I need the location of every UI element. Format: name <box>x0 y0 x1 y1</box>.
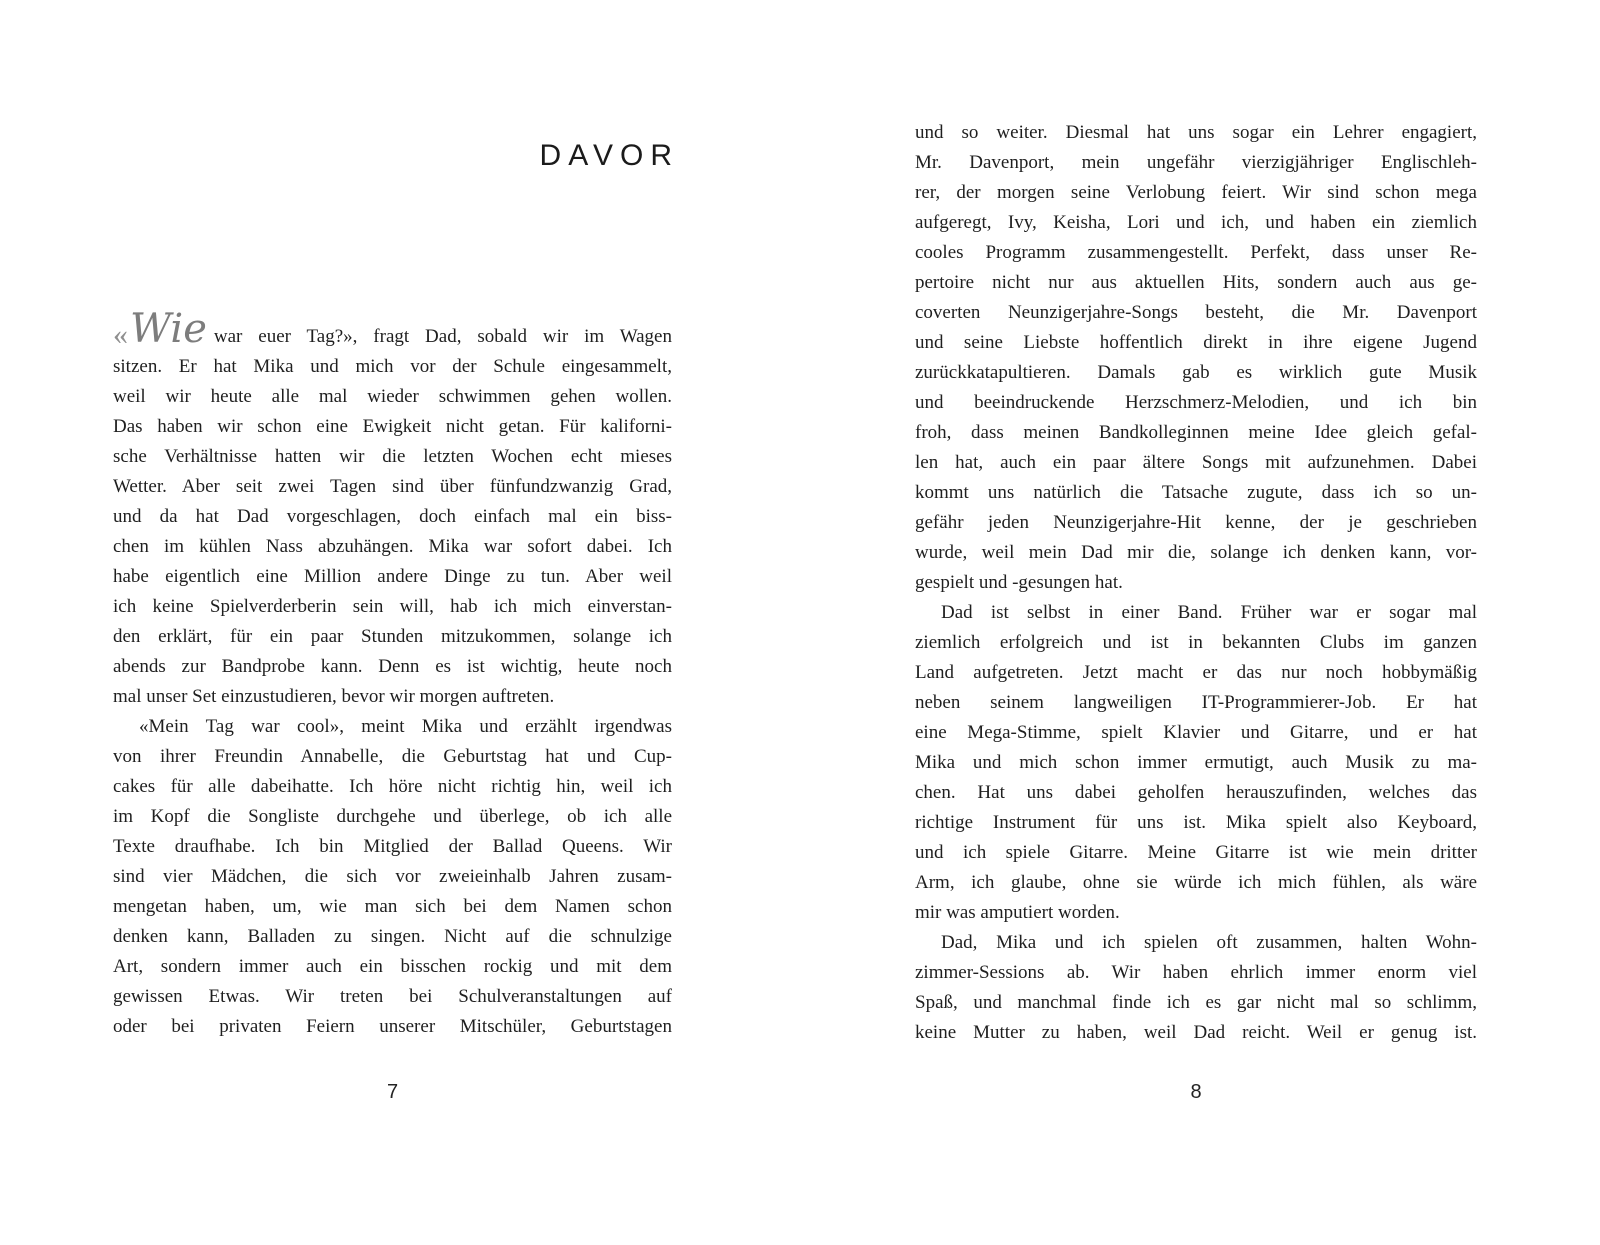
text-line: chen. Hat uns dabei geholfen herauszufinden, welches das <box>915 782 1477 803</box>
text-line: sche Verhältnisse hatten wir die letzten Wochen echt mieses <box>113 446 672 467</box>
chapter-title: DAVOR <box>539 139 679 172</box>
text-line: oder bei privaten Feiern unserer Mitschüler, Geburtstagen <box>113 1016 672 1037</box>
page-left <box>113 0 679 1245</box>
text-line: mal unser Set einzustudieren, bevor wir morgen auftreten. <box>113 686 555 707</box>
text-line: zimmer-Sessions ab. Wir haben ehrlich immer enorm viel <box>915 962 1477 983</box>
text-line: chen im kühlen Nass abzuhängen. Mika war sofort dabei. Ich <box>113 536 672 557</box>
text-line: gewissen Etwas. Wir treten bei Schulveranstaltungen auf <box>113 986 672 1007</box>
text-line: aufgeregt, Ivy, Keisha, Lori und ich, und haben ein ziemlich <box>915 212 1477 233</box>
text-line: Dad ist selbst in einer Band. Früher war er sogar mal <box>941 602 1477 623</box>
text-line: «Wie war euer Tag?», fragt Dad, sobald wir im Wagen <box>113 306 672 352</box>
text-line: Spaß, und manchmal finde ich es gar nicht mal so schlimm, <box>915 992 1477 1013</box>
page-right <box>915 0 1477 1245</box>
text-line: im Kopf die Songliste durchgehe und überlege, ob ich alle <box>113 806 672 827</box>
text-line: Art, sondern immer auch ein bisschen rockig und mit dem <box>113 956 672 977</box>
text-line: mengetan haben, um, wie man sich bei dem Namen schon <box>113 896 672 917</box>
text-line: zurückkatapultieren. Damals gab es wirklich gute Musik <box>915 362 1477 383</box>
text-line: richtige Instrument für uns ist. Mika spielt also Keyboard, <box>915 812 1477 833</box>
text-line: sind vier Mädchen, die sich vor zweieinhalb Jahren zusam- <box>113 866 672 887</box>
text-line: keine Mutter zu haben, weil Dad reicht. Weil er genug ist. <box>915 1022 1477 1043</box>
text-line: und da hat Dad vorgeschlagen, doch einfach mal ein biss- <box>113 506 672 527</box>
text-line: habe eigentlich eine Million andere Dinge zu tun. Aber weil <box>113 566 672 587</box>
page-number-right: 8 <box>1190 1081 1202 1103</box>
text-line: kommt uns natürlich die Tatsache zugute, dass ich so un- <box>915 482 1477 503</box>
text-line: und so weiter. Diesmal hat uns sogar ein Lehrer engagiert, <box>915 122 1477 143</box>
text-line: und ich spiele Gitarre. Meine Gitarre ist wie mein dritter <box>915 842 1477 863</box>
text-line: gefähr jeden Neunzigerjahre-Hit kenne, der je geschrieben <box>915 512 1477 533</box>
text-line: Arm, ich glaube, ohne sie würde ich mich fühlen, als wäre <box>915 872 1477 893</box>
text-line: cakes für alle dabeihatte. Ich höre nicht richtig hin, weil ich <box>113 776 672 797</box>
decorative-drop-word: Wie <box>130 306 207 352</box>
text-line: neben seinem langweiligen IT-Programmierer-Job. Er hat <box>915 692 1477 713</box>
text-line: wurde, weil mein Dad mir die, solange ich denken kann, vor- <box>915 542 1477 563</box>
page-number-left: 7 <box>386 1081 399 1103</box>
text-line: pertoire nicht nur aus aktuellen Hits, sondern auch aus ge- <box>915 272 1477 293</box>
left-page-text <box>113 306 672 1042</box>
text-line: und seine Liebste hoffentlich direkt in ihre eigene Jugend <box>915 332 1477 353</box>
text-line: den erklärt, für ein paar Stunden mitzukommen, solange ich <box>113 626 672 647</box>
text-line: denken kann, Balladen zu singen. Nicht auf die schnulzige <box>113 926 672 947</box>
opening-quote-mark: « <box>113 318 128 351</box>
text-line: ich keine Spielverderberin sein will, hab ich mich einverstan- <box>113 596 672 617</box>
text-line: eine Mega-Stimme, spielt Klavier und Gitarre, und er hat <box>915 722 1477 743</box>
text-line: Dad, Mika und ich spielen oft zusammen, halten Wohn- <box>941 932 1477 953</box>
text-line: Mr. Davenport, mein ungefähr vierzigjähriger Englischleh- <box>915 152 1477 173</box>
text-line: «Mein Tag war cool», meint Mika und erzählt irgendwas <box>139 716 672 737</box>
right-page-text <box>915 118 1477 1048</box>
text-line: ziemlich erfolgreich und ist in bekannten Clubs im ganzen <box>915 632 1477 653</box>
text-line: und beeindruckende Herzschmerz-Melodien, und ich bin <box>915 392 1477 413</box>
text-line: Mika und mich schon immer ermutigt, auch Musik zu ma- <box>915 752 1477 773</box>
text-line: gespielt und -gesungen hat. <box>915 572 1123 593</box>
text-line: Texte draufhabe. Ich bin Mitglied der Ballad Queens. Wir <box>113 836 672 857</box>
text-line: froh, dass meinen Bandkolleginnen meine Idee gleich gefal- <box>915 422 1477 443</box>
text-line: sitzen. Er hat Mika und mich vor der Schule eingesammelt, <box>113 356 672 377</box>
text-line: weil wir heute alle mal wieder schwimmen gehen wollen. <box>113 386 672 407</box>
text-line: rer, der morgen seine Verlobung feiert. Wir sind schon mega <box>915 182 1477 203</box>
text-line: abends zur Bandprobe kann. Denn es ist wichtig, heute noch <box>113 656 672 677</box>
text-line: len hat, auch ein paar ältere Songs mit aufzunehmen. Dabei <box>915 452 1477 473</box>
text-line: coverten Neunzigerjahre-Songs besteht, die Mr. Davenport <box>915 302 1477 323</box>
text-line: Das haben wir schon eine Ewigkeit nicht getan. Für kaliforni- <box>113 416 672 437</box>
text-line: cooles Programm zusammengestellt. Perfekt, dass unser Re- <box>915 242 1477 263</box>
text-line: von ihrer Freundin Annabelle, die Geburtstag hat und Cup- <box>113 746 672 767</box>
text-line: Wetter. Aber seit zwei Tagen sind über fünfundzwanzig Grad, <box>113 476 672 497</box>
text-line: Land aufgetreten. Jetzt macht er das nur noch hobbymäßig <box>915 662 1477 683</box>
text-line: mir was amputiert worden. <box>915 902 1120 923</box>
